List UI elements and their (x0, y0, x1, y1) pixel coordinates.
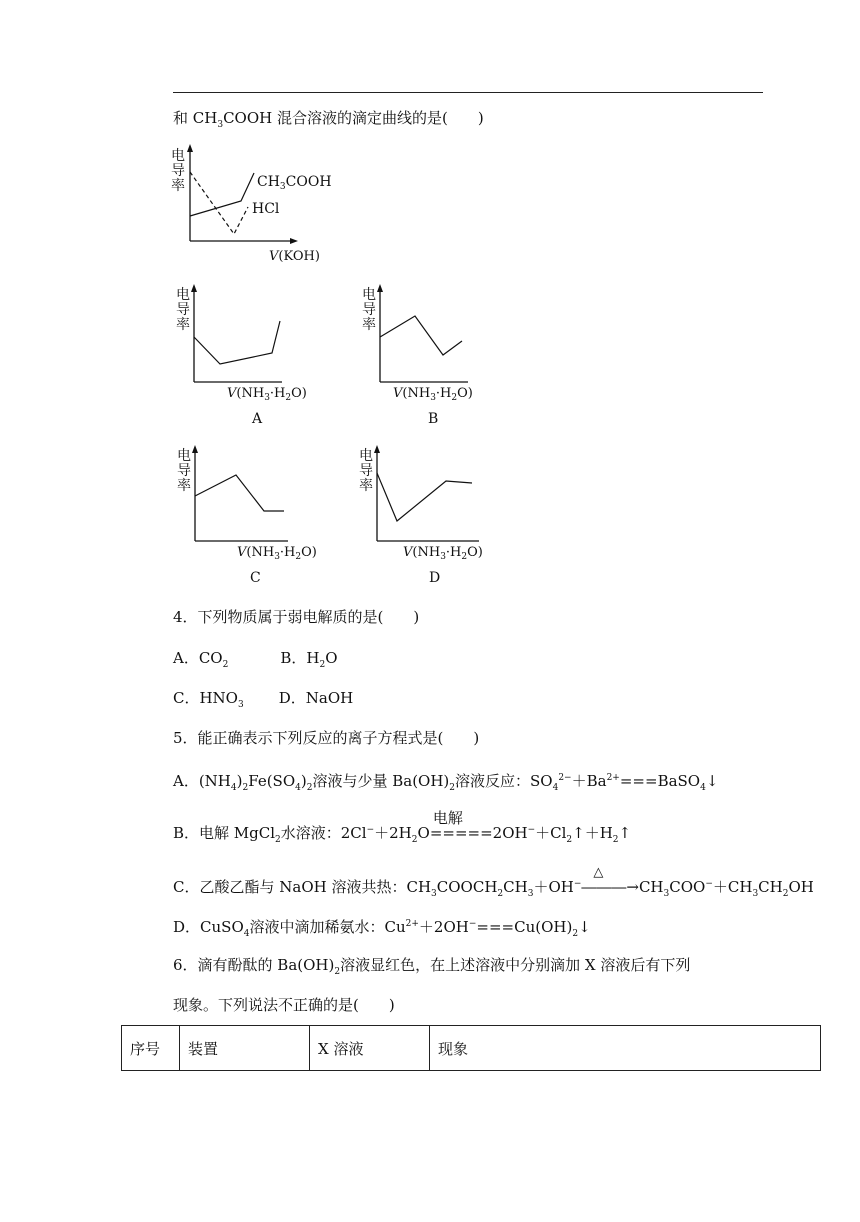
ylabel-char: 率 (176, 317, 190, 333)
option-graph-c (173, 443, 333, 593)
q6-stem-line1: 6．滴有酚酞的 $Ba(OH)_2$溶液显红色，在上述溶液中分别滴加 X 溶液后有下列 (173, 956, 691, 977)
ylabel-char: 导 (176, 302, 190, 318)
option-graph-b (358, 282, 518, 432)
q5-option-b: B．电解 MgCl$_2$水溶液：$2Cl^-+2H_2O$ 电解 $=====2OH^-+Cl_2↑+H_2↑$ (173, 809, 632, 845)
ylabel-char: 导 (362, 302, 376, 318)
q5-option-d: D．CuSO$_4$溶液中滴加稀氨水：$Cu^{2+}+2OH^-===Cu(OH)_2↓$ (173, 918, 591, 939)
curve-a (194, 321, 280, 364)
option-letter-b: B (428, 411, 439, 427)
ylabel-char: 率 (171, 178, 185, 194)
reference-graph (168, 142, 348, 267)
table-header-cell: 现象 (430, 1026, 821, 1071)
hcl-label: HCl (252, 201, 280, 217)
ylabel-char: 率 (362, 317, 376, 333)
experiment-table (121, 1025, 821, 1071)
q5-option-a: A．$(NH_4)_2Fe(SO_4)_2$溶液与少量 $Ba(OH)_2$溶液反应：$SO_4^{2-}+Ba^{2+}===BaSO_4↓$ (173, 772, 719, 793)
x-axis-label: $V(NH_3\cdot H_2O)$ (227, 386, 307, 403)
option-letter-d: D (429, 570, 441, 586)
q4-options-row2: C．$HNO_3$ D．NaOH (173, 689, 354, 710)
hcl-curve (190, 172, 248, 234)
option-letter-c: C (250, 570, 261, 586)
option-graph-d (355, 443, 525, 593)
x-axis-label: $V(NH_3\cdot H_2O)$ (393, 386, 473, 403)
option-graph-a (172, 282, 332, 432)
top-rule (173, 92, 763, 93)
ch3cooh-label: $CH_3COOH$ (257, 174, 332, 192)
option-letter-a: A (252, 411, 263, 427)
q4-options-row1: A．$CO_2$ B．$H_2O$ (173, 649, 338, 670)
ylabel-char: 率 (177, 478, 191, 494)
q3-stem: 和 $CH_3COOH$ 混合溶液的滴定曲线的是( ) (173, 109, 484, 130)
heat-condition: △ (593, 865, 604, 880)
curve-c (195, 475, 284, 511)
ylabel-char: 电 (359, 448, 373, 464)
table-header-cell: 装置 (180, 1026, 310, 1071)
q5-stem: 5．能正确表示下列反应的离子方程式是( ) (173, 729, 480, 747)
curve-d (377, 473, 472, 521)
ylabel-char: 电 (362, 287, 376, 303)
ylabel-char: 导 (359, 463, 373, 479)
q5-option-c: C．乙酸乙酯与 NaOH 溶液共热：$CH_3COOCH_2CH_3+OH^-$ △ $―――\to CH_3COO^-+CH_3CH_2OH$ (173, 865, 814, 899)
table-header-cell: X 溶液 (310, 1026, 430, 1071)
ylabel-char: 电 (177, 448, 191, 464)
q4-stem: 4．下列物质属于弱电解质的是( ) (173, 608, 420, 626)
electrolysis-condition: 电解 (432, 809, 463, 827)
table-header-row (122, 1026, 821, 1071)
ylabel-char: 导 (171, 163, 185, 179)
table-header-cell: 序号 (122, 1026, 180, 1071)
ylabel-char: 导 (177, 463, 191, 479)
ylabel-char: 电 (171, 148, 185, 164)
q6-stem-line2: 现象。下列说法不正确的是( ) (173, 996, 395, 1014)
x-axis-label: $V(NH_3\cdot H_2O)$ (237, 545, 317, 562)
ylabel-char: 率 (359, 478, 373, 494)
x-axis-label: $V(NH_3\cdot H_2O)$ (403, 545, 483, 562)
ylabel-char: 电 (176, 287, 190, 303)
ch3cooh-curve (190, 173, 254, 216)
x-axis-label: V(KOH) (269, 249, 320, 264)
curve-b (380, 316, 462, 355)
